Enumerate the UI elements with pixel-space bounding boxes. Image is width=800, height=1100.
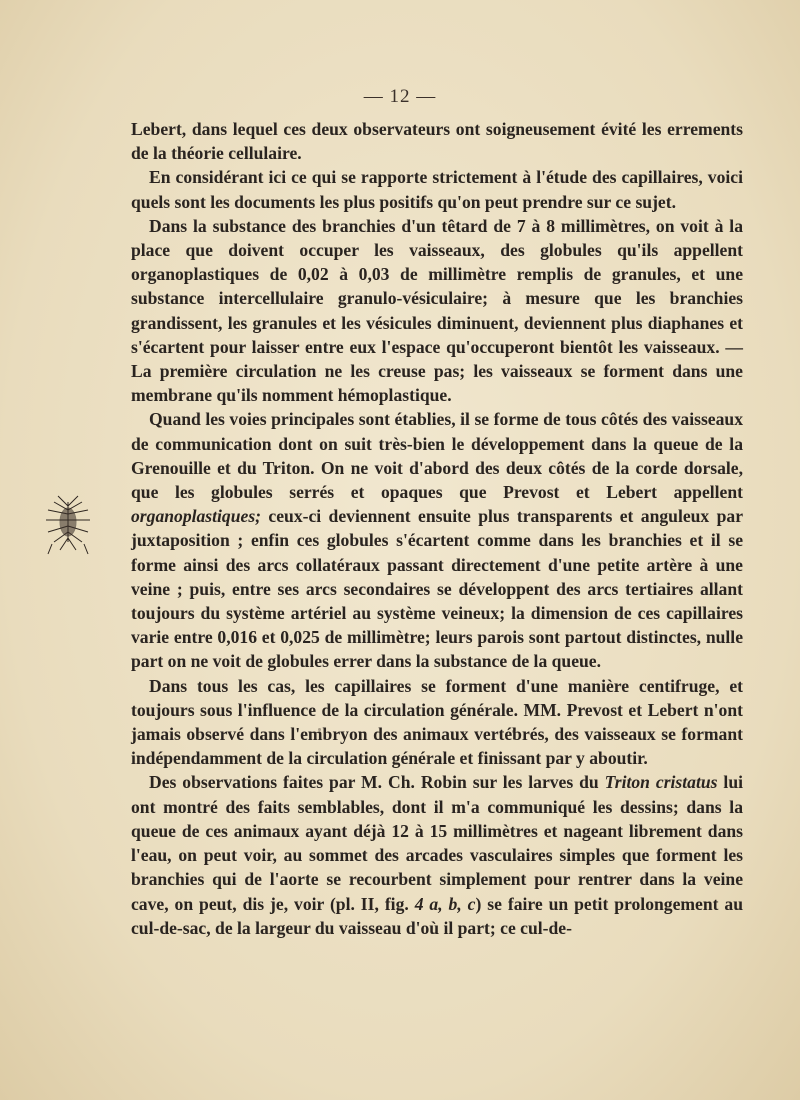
text-run: Quand les voies principales sont établies, il se forme de tous côtés des vaisseaux de communication dont on suit très-bien le développement dans la queue de la Grenouille et du Triton. On ne voit d'abord des deux côtés de la corde dorsale, que les globules serrés et opaques que Prevost et Lebert appellent	[131, 409, 743, 503]
italic-figure-ref: 4 a, b, c	[414, 893, 476, 914]
paragraph: Dans la substance des branchies d'un têtard de 7 à 8 millimètres, on voit à la place que doivent occuper les vaisseaux, des globules qu'ils appellent organoplastiques de 0,02 à 0,03 de millimètre remplis de granules, et une substance intercellulaire granulo-vésiculaire; à mesure que les branchies grandissent, les granules et les vésicules diminuent, deviennent plus diaphanes et s'écartent pour laisser entre eux l'espace qu'occuperont bientôt les vaisseaux. — La première circulation ne les creuse pas; les vaisseaux se forment dans une membrane qu'ils nomment hémoplastique.	[131, 215, 743, 406]
text-run: ceux-ci deviennent ensuite plus transparents et anguleux par juxtaposition ; enfin ces globules s'écartent comme dans les branchies et il se forme ainsi des arcs collatéraux passant directement d'une petite artère à une veine ; puis, entre ses arcs secondaires se développent des arcs tertiaires allant toujours du système artériel au système veineux; la dimension de ces capillaires varie entre 0,016 et 0,025 de millimètre; leurs parois sont partout distinctes, nulle part on ne voit de globules errer dans la substance de la queue.	[131, 506, 743, 672]
page-number: — 12 —	[363, 86, 437, 107]
italic-term: organoplastiques;	[131, 506, 262, 527]
paragraph	[131, 770, 743, 939]
text-run: Des observations faites par M. Ch. Robin sur les larves du	[149, 772, 605, 793]
italic-species: Triton cristatus	[604, 772, 718, 793]
paragraph: Lebert, dans lequel ces deux observateurs ont soigneusement évité les errements de la théorie cellulaire.	[131, 119, 743, 164]
body-text	[131, 117, 743, 940]
paragraph: Dans tous les cas, les capillaires se forment d'une manière centifruge, et toujours sous l'influence de la circulation générale. MM. Prevost et Lebert n'ont jamais observé dans l'embryon des animaux vertébrés, des vaisseaux se formant indépendamment de la circulation générale et finissant par y aboutir.	[131, 675, 743, 769]
paragraph: En considérant ici ce qui se rapporte strictement à l'étude des capillaires, voici quels sont les documents les plus positifs qu'on peut prendre sur ce sujet.	[131, 167, 743, 212]
text-run: ) se faire un petit prolongement au cul-de-sac, de la largeur du vaisseau d'où il part; ce cul-de-	[131, 893, 743, 938]
paragraph	[131, 407, 743, 673]
text-run: lui ont montré des faits semblables, dont il m'a communiqué les dessins; dans la queue de ces animaux ayant déjà 12 à 15 millimètres et nageant librement dans l'eau, on peut voir, au sommet des arcades vasculaires simples que forment les branchies qui de l'aorte se recourbent simplement pour rentrer dans la veine cave, on peut, dis je, voir (pl. II, fig.	[131, 772, 743, 914]
insect-ornament-icon	[40, 492, 96, 556]
